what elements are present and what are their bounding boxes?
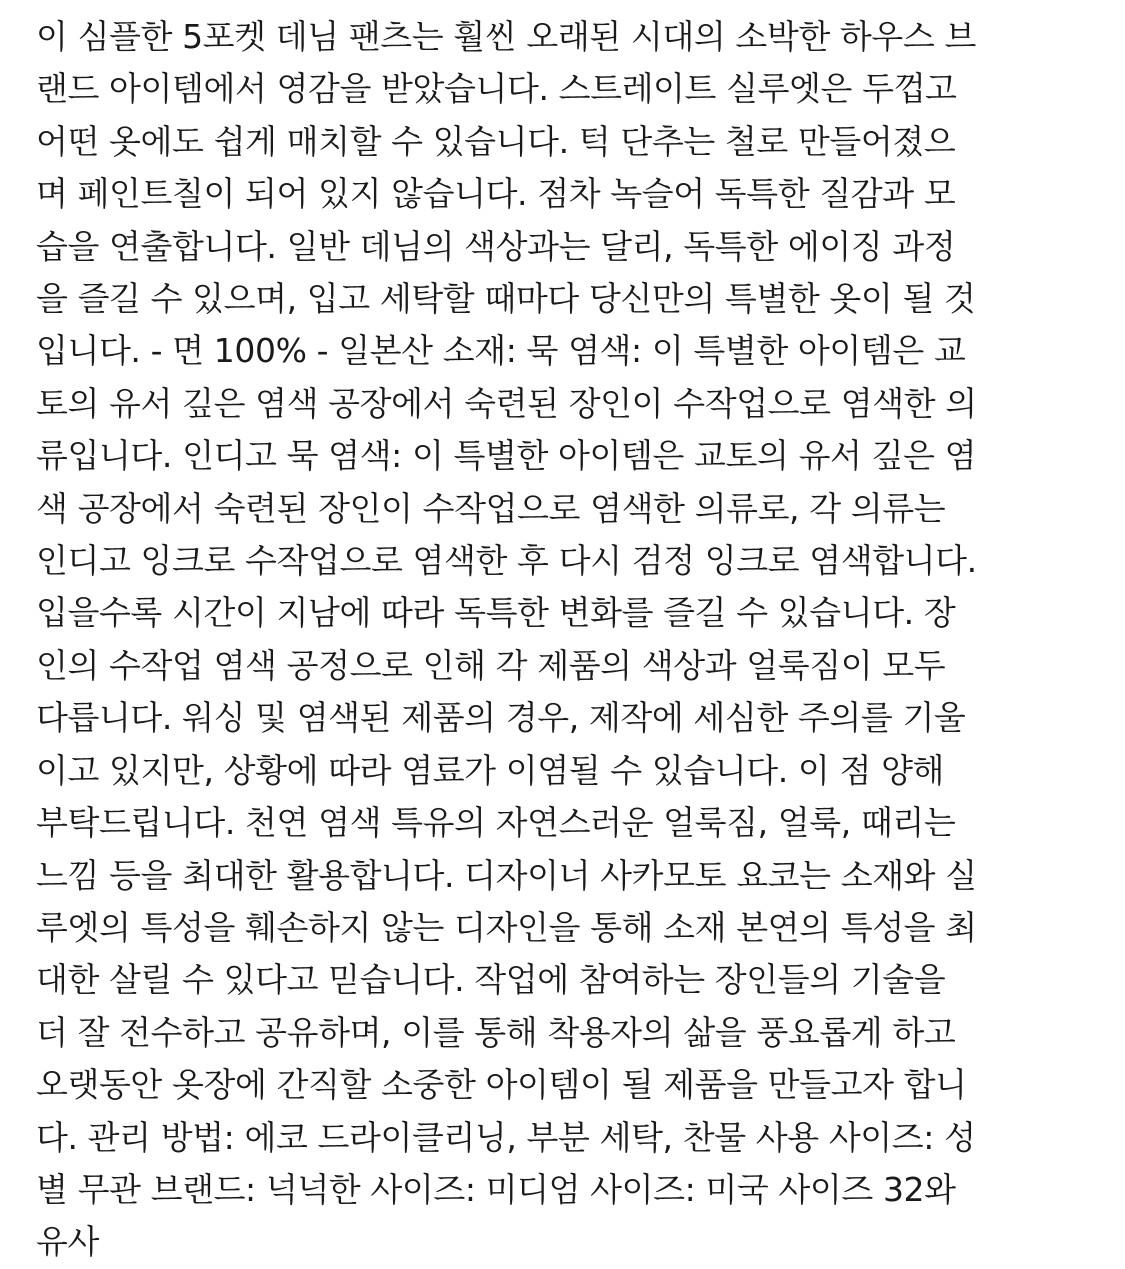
description-line: 인디고 잉크로 수작업으로 염색한 후 다시 검정 잉크로 염색합니다. <box>36 541 977 581</box>
description-line: 이 심플한 5포켓 데님 팬츠는 훨씬 오래된 시대의 소박한 하우스 브 <box>36 17 976 56</box>
description-line: 류입니다. 인디고 묵 염색: 이 특별한 아이템은 교토의 유서 깊은 염 <box>36 436 977 476</box>
description-line: 을 즐길 수 있으며, 입고 세탁할 때마다 당신만의 특별한 옷이 될 것 <box>36 279 976 319</box>
description-line: 이고 있지만, 상황에 따라 염료가 이염될 수 있습니다. 이 점 양해 <box>36 750 945 790</box>
description-line: 다릅니다. 워싱 및 염색된 제품의 경우, 제작에 세심한 주의를 기울 <box>36 698 966 738</box>
description-line: 대한 살릴 수 있다고 믿습니다. 작업에 참여하는 장인들의 기술을 <box>36 960 946 1000</box>
product-description-text <box>36 11 1098 1269</box>
description-line: 입을수록 시간이 지남에 따라 독특한 변화를 즐길 수 있습니다. 장 <box>36 593 956 633</box>
description-line: 유사 <box>36 1222 99 1262</box>
description-line: 부탁드립니다. 천연 염색 특유의 자연스러운 얼룩짐, 얼룩, 때리는 <box>36 803 956 843</box>
description-line: 습을 연출합니다. 일반 데님의 색상과는 달리, 독특한 에이징 과정 <box>36 226 956 266</box>
description-line: 며 페인트칠이 되어 있지 않습니다. 점차 녹슬어 독특한 질감과 모 <box>36 174 956 214</box>
description-line: 인의 수작업 염색 공정으로 인해 각 제품의 색상과 얼룩짐이 모두 <box>36 645 946 685</box>
description-line: 느낌 등을 최대한 활용합니다. 디자이너 사카모토 요코는 소재와 실 <box>36 855 977 895</box>
description-line: 오랫동안 옷장에 간직할 소중한 아이템이 될 제품을 만들고자 합니 <box>36 1065 967 1105</box>
description-line: 랜드 아이템에서 영감을 받았습니다. 스트레이트 실루엣은 두껍고 <box>36 69 957 109</box>
description-line: 토의 유서 깊은 염색 공장에서 숙련된 장인이 수작업으로 염색한 의 <box>36 383 977 423</box>
description-line: 루엣의 특성을 훼손하지 않는 디자인을 통해 소재 본연의 특성을 최 <box>36 907 977 947</box>
description-line: 별 무관 브랜드: 넉넉한 사이즈: 미디엄 사이즈: 미국 사이즈 32와 <box>36 1169 956 1209</box>
description-line: 색 공장에서 숙련된 장인이 수작업으로 염색한 의류로, 각 의류는 <box>36 488 946 528</box>
description-line: 다. 관리 방법: 에코 드라이클리닝, 부분 세탁, 찬물 사용 사이즈: 성 <box>36 1117 976 1157</box>
description-line: 어떤 옷에도 쉽게 매치할 수 있습니다. 턱 단추는 철로 만들어졌으 <box>36 121 956 161</box>
description-line: 더 잘 전수하고 공유하며, 이를 통해 착용자의 삶을 풍요롭게 하고 <box>36 1012 956 1052</box>
description-line: 입니다. - 면 100% - 일본산 소재: 묵 염색: 이 특별한 아이템은 교 <box>36 331 966 371</box>
